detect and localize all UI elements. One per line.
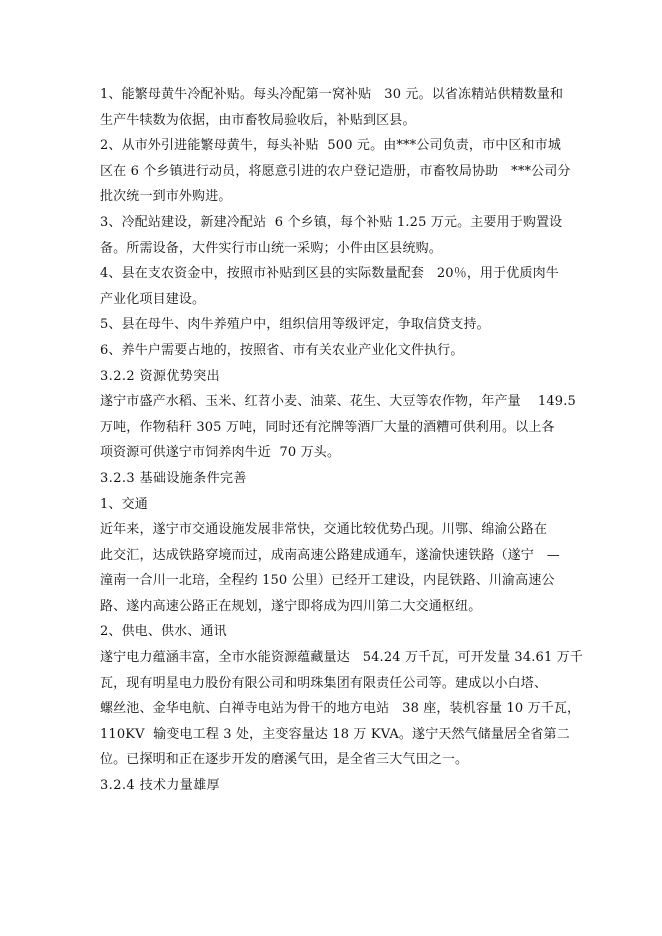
subsection-heading: 1、交通 <box>100 496 148 512</box>
document-body <box>100 82 583 799</box>
paragraph-line: 1、能繁母黄牛冷配补贴。每头冷配第一窝补贴 30 元。以省冻精站供精数量和 <box>100 87 564 102</box>
paragraph-line: 螺丝池、金华电航、白禅寺电站为骨干的地方电站 38 座，装机容量 10 万千瓦， <box>100 701 581 717</box>
paragraph-line: 4、县在支农资金中，按照市补贴到区县的实际数量配套 20％，用于优质肉牛 <box>100 266 559 282</box>
paragraph-line: 5、县在母牛、肉牛养殖户中，组织信用等级评定，争取信贷支持。 <box>100 317 490 333</box>
paragraph-line: 此交汇，达成铁路穿境而过，成南高速公路建成通车，遂渝快速铁路（遂宁 — <box>100 547 560 563</box>
paragraph-line: 3、冷配站建设，新建冷配站 6 个乡镇，每个补贴 1.25 万元。主要用于购置设 <box>100 214 563 230</box>
paragraph-line: 遂宁市盛产水稻、玉米、红苕小麦、油菜、花生、大豆等农作物，年产量 149.5 <box>100 394 576 410</box>
paragraph-line: 产业化项目建设。 <box>100 291 206 307</box>
paragraph-line: 6、养牛户需要占地的，按照省、市有关农业产业化文件执行。 <box>100 342 464 358</box>
section-heading: 3.2.4 技术力量雄厚 <box>100 778 221 794</box>
paragraph-line: 项资源可供遂宁市饲养肉牛近 70 万头。 <box>100 445 341 461</box>
paragraph-line: 110KV 输变电工程 3 处，主变容量达 18 万 KVA。遂宁天然气储量居全省第二 <box>100 726 570 742</box>
paragraph-line: 生产牛犊数为依据，由市畜牧局验收后，补贴到区县。 <box>100 112 416 128</box>
subsection-heading: 2、供电、供水、通讯 <box>100 624 227 640</box>
paragraph-line: 路、遂内高速公路正在规划，遂宁即将成为四川第二大交通枢纽。 <box>100 598 482 614</box>
section-heading: 3.2.3 基础设施条件完善 <box>100 470 247 486</box>
paragraph-line: 位。已探明和正在逐步开发的磨溪气田，是全省三大气田之一。 <box>100 752 469 768</box>
paragraph-line: 潼南一合川一北琣，全程约 150 公里）已经开工建设，内昆铁路、川渝高速公 <box>100 573 555 589</box>
paragraph-line: 遂宁电力蕴涵丰富，全市水能资源蕴藏量达 54.24 万千瓦，可开发量 34.61 万千 <box>100 650 583 666</box>
paragraph-line: 万吨，作物秸秆 305 万吨，同时还有沱牌等酒厂大量的酒糟可供利用。以上各 <box>100 419 555 435</box>
paragraph-line: 2、从市外引进能繁母黄牛，每头补贴 500 元。由***公司负责，市中区和市城 <box>100 138 561 154</box>
section-heading: 3.2.2 资源优势突出 <box>100 368 221 384</box>
paragraph-line: 瓦，现有明星电力股份有限公司和明珠集团有限责任公司等。建成以小白塔、 <box>100 675 548 691</box>
paragraph-line: 近年来，遂宁市交通设施发展非常快，交通比较优势凸现。川鄂、绵渝公路在 <box>100 522 548 538</box>
paragraph-line: 区在 6 个乡镇进行动员，将愿意引进的农户登记造册，市畜牧局协助 ***公司分 <box>100 163 571 179</box>
paragraph-line: 备。所需设备，大件实行市山统一采购；小件由区县统购。 <box>100 240 442 256</box>
paragraph-line: 批次统一到市外购进。 <box>100 189 232 205</box>
